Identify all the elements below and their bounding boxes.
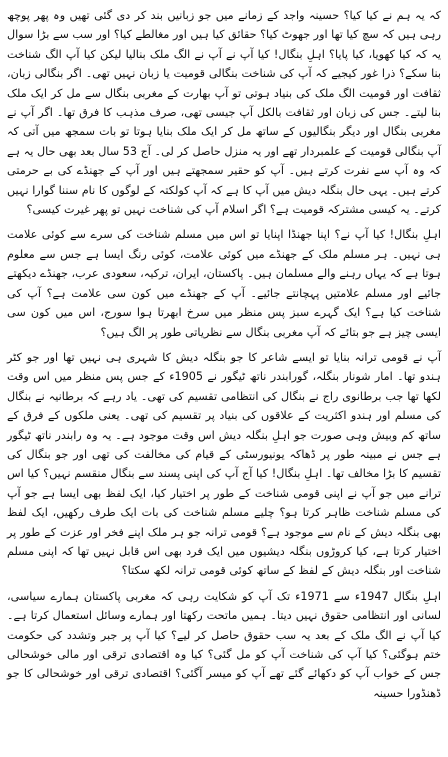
paragraph-2: اہلِ بنگال! کیا آپ نے؟ اپنا جھنڈا اپنایا تو اس میں مسلم شناخت کی سرے سے کوئی علامت ہی نہیں۔ ہر مسلم ملک کے جھنڈے میں کوئی علامت، کوئی رنگ ایسا ہے جس سے معلوم ہوتا ہے کہ یہاں رہنے والے مسلمان ہیں۔ پاکستان، ایران، ترکیہ، سعودی عرب، جھنڈے دیکھتے جائیے اور مسلم علامتیں پہچانتے جائیے۔ آپ کے جھنڈے میں کون سی علامت ہے؟ آپ کی شناخت کیا ہے؟ ایک گہرے سبز پس منظر میں سرخ ابھرتا ہوا سورج، اس میں کون سی ایسی چیز ہے جو بتائے کہ آپ مغربی بنگال سے نظریاتی طور پر الگ ہیں؟ <box>7 228 441 339</box>
paragraph-4: اہلِ بنگال 1947ء سے 1971ء تک آپ کو شکایت رہی کہ مغربی پاکستان ہمارے سیاسی، لسانی اور انتظامی حقوق نہیں دیتا۔ ہمیں ماتحت رکھتا اور ہمارے وسائل استعمال کرتا ہے۔ کیا آپ نے الگ ملک کے بعد یہ سب حقوق حاصل کر لیے؟ کیا آپ پر جبر وتشدد کی حکومت ختم ہوگئی؟ کیا آپ کی شناخت آپ کو مل گئی؟ کیا وہ اقتصادی ترقی اور مالی خوشحالی جس کے خواب آپ کو دکھائے گئے تھے آپ کو میسر آگئی؟ اقتصادی ترقی اور خوشحالی کا جو ڈھنڈورا حسینہ <box>7 589 441 700</box>
paragraph-3: آپ نے قومی ترانہ بنایا تو ایسے شاعر کا جو بنگلہ دیش کا شہری ہی نہیں تھا اور جو کٹر ہندو تھا۔ امار شونار بنگلہ، گورابندر ناتھ ٹیگور نے 1905ء کے جس پس منظر میں اس وقت لکھا تھا جب برطانوی راج نے بنگال کی انتظامی تقسیم کی تھی۔ یاد رہے کہ برطانیہ نے بنگال کی مسلم اور ہندو اکثریت کے علاقوں کی بنیاد پر تقسیم کی تھی۔ یعنی ملکوں کے فرق کے ساتھ کم وبیش وہی صورت جو اہلِ بنگلہ دیش اس وقت موجود ہے۔ یہ وہ رابندر ناتھ ٹیگور ہے جس نے مبینہ طور پر ڈھاکہ یونیورسٹی کے قیام کی مخالفت کی تھی اور جو بنگال کی تقسیم کا بڑا مخالف تھا۔ اہلِ بنگال! کیا آج آپ کی اپنی پسند سے بنگال منقسم نہیں؟ کیا اس ترانے میں جو آپ نے اپنی قومی شناخت کے طور پر اختیار کیا، ایک لفظ بھی ایسا ہے جو آپ کی مسلم شناخت ظاہر کرتا ہو؟ چلیے مسلم شناخت کی بات ایک طرف رکھیں، ایک لفظ بھی بنگلہ دیش کے نام سے موجود ہے؟ قومی ترانہ جو ہر ملک اپنے فخر اور عزت کے طور پر اختیار کرتا ہے، کیا کروڑوں بنگلہ دیشیوں میں ایک فرد بھی اس قابل نہیں تھا کہ اپنی مسلم شناخت اور بنگلہ دیش کے لفظ کے ساتھ کوئی قومی ترانہ لکھ سکتا؟ <box>7 350 441 578</box>
paragraph-1: کہ یہ ہم نے کیا کیا؟ حسینہ واجد کے زمانے میں جو زبانیں بند کر دی گئی تھیں وہ پھر پوچھ رہی ہیں کہ سچ کیا تھا اور جھوٹ کیا؟ حقائق کیا ہیں اور مغالطے کیا؟ اور سب سے بڑا سوال یہ کہ کیا کھویا، کیا پایا؟ اہلِ بنگال! کیا آپ نے آپ نے الگ ملک بنالیا لیکن کیا آپ الگ شناخت بنا سکے؟ ذرا غور کیجیے کہ آپ کی شناخت بنگالی قومیت یا زبان نہیں تھی۔ اگر بنگالی زبان، ثقافت اور قومیت الگ ملک کی بنیاد ہوتی تو آپ بھارت کے مغربی بنگال سے مل کر ایک ملک بنا لیتے۔ جس کی زبان اور ثقافت بالکل آپ جیسی تھی، صرف مذہب کا فرق تھا۔ اگر آپ نے مغربی بنگال اور دیگر بنگالیوں کے ساتھ مل کر ایک ملک بنایا ہوتا تو بات سمجھ میں آتی کہ آپ بنگالی قومیت کے علمبردار تھے اور یہ منزل حاصل کر لی۔ آج 53 سال بعد بھی حال یہ ہے کہ وہ آپ سے نفرت کرتے ہیں۔ آپ کو حقیر سمجھتے ہیں اور آپ کے جھنڈے کی بے حرمتی کرتے ہیں۔ یہی حال بنگلہ دیش میں آپ کا ہے کہ آپ کولکتہ کے لوگوں کا نام سننا گوارا نہیں کرتے۔ یہ کیسی مشترکہ قومیت ہے؟ اگر اسلام آپ کی شناخت نہیں تو پھر غیرت کیسی؟ <box>7 9 441 217</box>
